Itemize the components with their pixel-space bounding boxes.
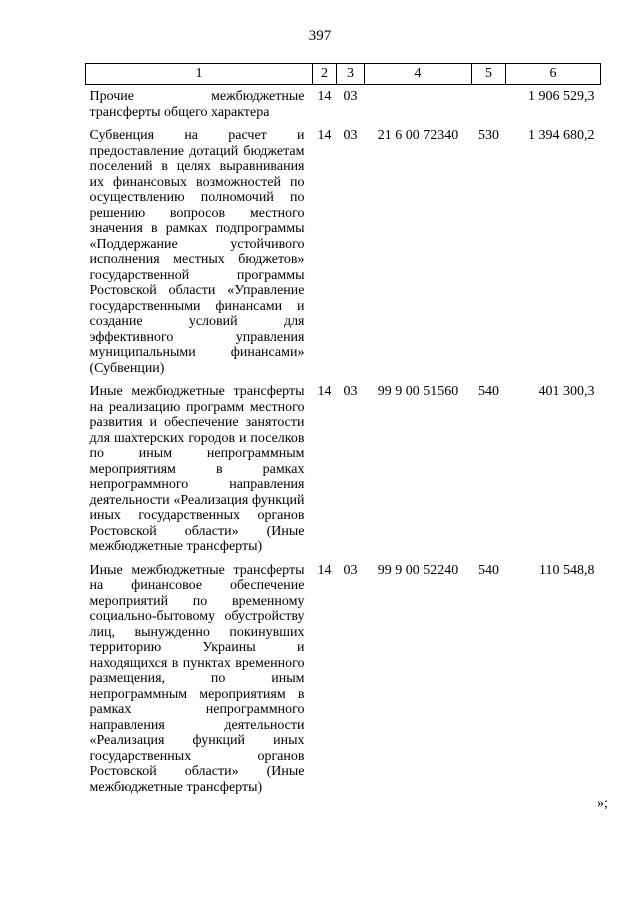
column-header: 6 xyxy=(506,64,601,85)
target-article-code: 99 9 00 51560 xyxy=(377,384,459,399)
amount: 110 548,8 xyxy=(539,562,595,578)
expense-type-code: 540 xyxy=(478,562,499,578)
table-header-row xyxy=(86,64,601,85)
subsection-code: 03 xyxy=(343,128,358,143)
expense-type-code: 540 xyxy=(478,384,499,399)
subsection-code: 03 xyxy=(343,562,358,578)
closing-quote-mark: »; xyxy=(597,796,608,811)
expense-name: Иные межбюджетные трансферты на финансовое обеспечение мероприятий по временному социально-бытовому обустройству лиц, вынужденно покинувших территорию Украины и находящихся в пунктах временного размещения, по иным непрограммным мероприятиям в рамках непрограммного направления деятельности «Реализация функций иных государственных органов Ростовской области» (Иные межбюджетные трансферты) xyxy=(89,562,305,795)
section-code: 14 xyxy=(317,562,332,578)
page-number: 397 xyxy=(308,28,332,44)
subsection-code: 03 xyxy=(343,384,358,399)
expense-name: Иные межбюджетные трансферты на реализацию программ местного развития и обеспечение занятости для шахтерских городов и поселков по иным непрограммным мероприятиям в рамках непрограммного направления деятельности «Реализация функций иных государственных органов Ростовской области» (Иные межбюджетные трансферты) xyxy=(89,384,305,554)
section-code: 14 xyxy=(317,128,332,143)
table-row xyxy=(86,124,601,380)
target-article-code: 21 6 00 72340 xyxy=(377,128,459,143)
column-header: 4 xyxy=(365,64,472,85)
expense-type-code: 530 xyxy=(478,128,499,143)
expense-name: Субвенция на расчет и предоставление дотаций бюджетам поселений в целях выравнивания их финансовых возможностей по осуществлению полномочий по решению вопросов местного значения в рамках подпрограммы «Поддержание устойчивого исполнения местных бюджетов» государственной программы Ростовской области «Управление государственными финансами и создание условий для эффективного управления муниципальными финансами» (Субвенции) xyxy=(89,128,305,376)
table-row xyxy=(86,559,601,800)
expense-type-code xyxy=(472,85,506,125)
column-header: 3 xyxy=(337,64,365,85)
table-row xyxy=(86,380,601,559)
section-code: 14 xyxy=(317,384,332,399)
column-header: 2 xyxy=(313,64,337,85)
column-header: 5 xyxy=(472,64,506,85)
amount: 1 394 680,2 xyxy=(528,128,595,143)
target-article-code xyxy=(365,85,472,125)
amount: 401 300,3 xyxy=(538,384,595,399)
budget-table xyxy=(85,63,601,799)
expense-name: Прочие межбюджетные трансферты общего характера xyxy=(89,89,305,120)
section-code: 14 xyxy=(317,89,332,104)
amount: 1 906 529,3 xyxy=(528,89,595,104)
target-article-code: 99 9 00 52240 xyxy=(377,562,459,578)
column-header: 1 xyxy=(86,64,313,85)
subsection-code: 03 xyxy=(343,89,358,104)
table-row xyxy=(86,85,601,125)
